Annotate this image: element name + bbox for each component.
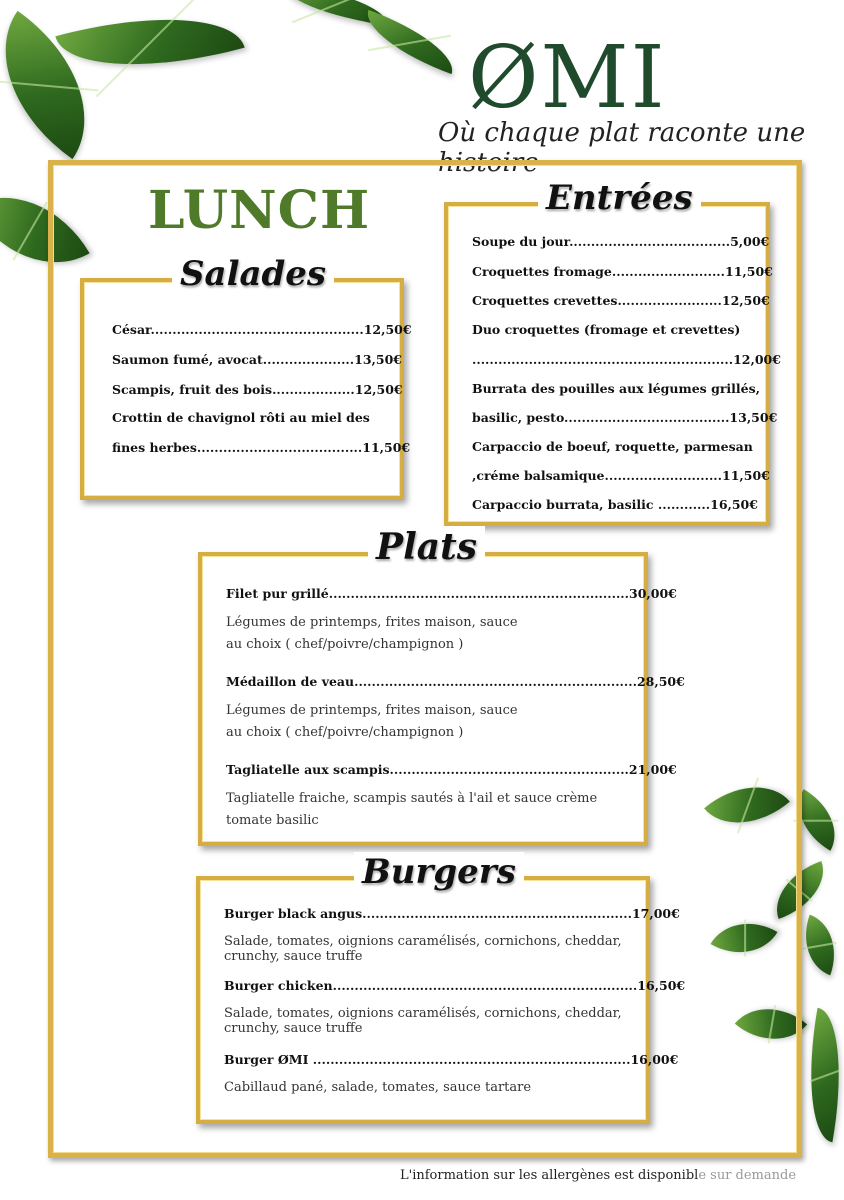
item-description: Salade, tomates, oignions caramélisés, cornichons, cheddar, (224, 1006, 622, 1021)
item-description: Légumes de printemps, frites maison, sauce (226, 703, 518, 718)
item-description: crunchy, sauce truffe (224, 949, 363, 964)
plats-title: Plats (368, 526, 485, 568)
allergen-note-text: L'information sur les allergènes est disponibl (400, 1168, 699, 1183)
salades-title: Salades (172, 254, 334, 294)
list-item: Scampis, fruit des bois...................12,50€ (112, 382, 403, 397)
list-item: Saumon fumé, avocat.....................13,50€ (112, 352, 402, 367)
item-description: Cabillaud pané, salade, tomates, sauce tartare (224, 1080, 532, 1095)
list-item: Carpaccio de boeuf, roquette, parmesan (472, 439, 753, 454)
list-item: Croquettes crevettes........................12,50€ (472, 293, 770, 308)
item-description: crunchy, sauce truffe (224, 1021, 363, 1036)
list-item: Burger black angus..............................................................17,00€ (224, 906, 680, 921)
list-item: Carpaccio burrata, basilic ............16,50€ (472, 497, 758, 512)
list-item: Croquettes fromage..........................11,50€ (472, 264, 773, 279)
list-item: ............................................................12,00€ (472, 352, 781, 367)
allergen-note (400, 1168, 796, 1183)
burgers-title: Burgers (354, 852, 524, 892)
list-item: César.................................................12,50€ (112, 322, 412, 337)
list-item: Crottin de chavignol rôti au miel des (112, 410, 370, 425)
item-description: Légumes de printemps, frites maison, sauce (226, 615, 518, 630)
leaf-icon (55, 0, 244, 94)
list-item: basilic, pesto......................................13,50€ (472, 410, 778, 425)
allergen-note-faded: e sur demande (698, 1168, 797, 1183)
list-item: Burrata des pouilles aux légumes grillés, (472, 381, 760, 396)
list-item: Duo croquettes (fromage et crevettes) (472, 322, 741, 337)
leaf-icon (358, 10, 463, 74)
brand-logo: ØMI (468, 28, 667, 128)
item-description: Tagliatelle fraiche, scampis sautés à l'ail et sauce crème (226, 791, 598, 806)
list-item: Burger ØMI .........................................................................16,00€ (224, 1052, 679, 1067)
item-description: tomate basilic (226, 813, 319, 828)
list-item: Filet pur grillé.....................................................................30,00€ (226, 586, 677, 601)
list-item: Burger chicken......................................................................16,50€ (224, 978, 686, 993)
item-description: Salade, tomates, oignions caramélisés, cornichons, cheddar, (224, 934, 622, 949)
list-item: Soupe du jour.....................................5,00€ (472, 234, 770, 249)
entrees-title: Entrées (538, 178, 701, 218)
list-item: Médaillon de veau.................................................................28,50€ (226, 674, 685, 689)
brand-tagline: Où chaque plat raconte une histoire (438, 118, 806, 178)
list-item: fines herbes......................................11,50€ (112, 440, 411, 455)
item-description: au choix ( chef/poivre/champignon ) (226, 637, 464, 652)
list-item: Tagliatelle aux scampis.......................................................21,00€ (226, 762, 677, 777)
lunch-heading: LUNCH (148, 180, 371, 241)
item-description: au choix ( chef/poivre/champignon ) (226, 725, 464, 740)
list-item: ,créme balsamique...........................11,50€ (472, 468, 770, 483)
